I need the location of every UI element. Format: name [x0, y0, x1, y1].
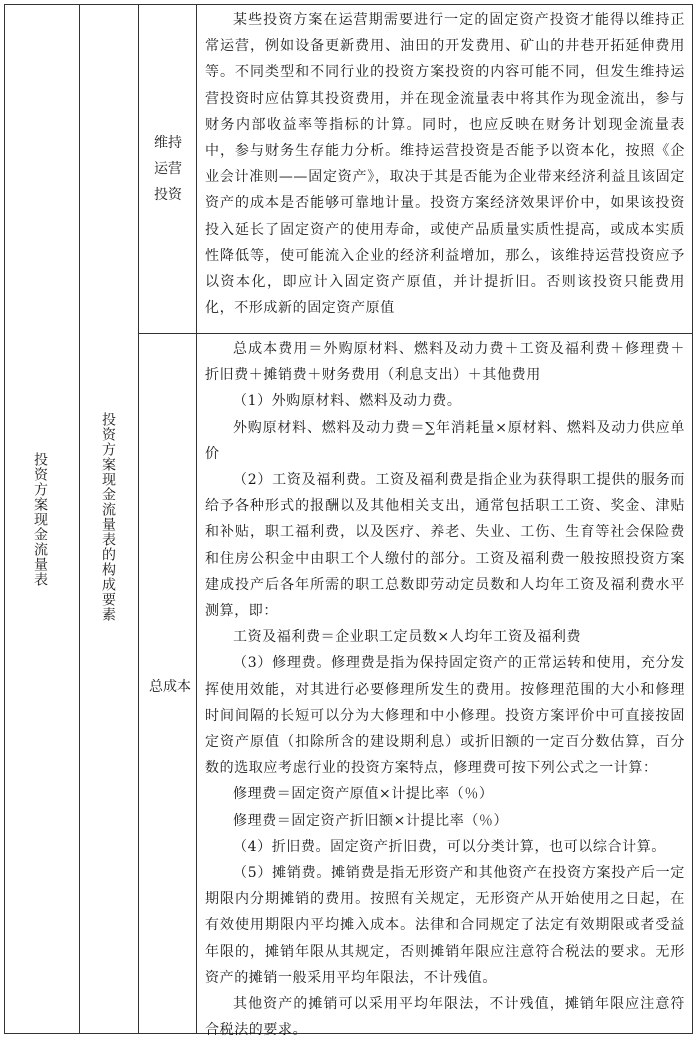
- total-cost-text: [205, 336, 685, 1043]
- paragraph: （5）摊销费。摊销费是指无形资产和其他资产在投资方案投产后一定期限内分期摊销的费用。按照有关规定，无形资产从开始使用之日起，在有效使用期限内平均摊入成本。法律和合同规定了法定有效期限或者受益年限的，摊销年限从其规定，否则摊销年限应注意符合税法的要求。无形资产的摊销一般采用平均年限法，不计残值。: [205, 865, 685, 986]
- paragraph: 工资及福利费＝企业职工定员数×人均年工资及福利费: [233, 629, 582, 646]
- subcategory-label: 投资方案现金流量表的构成要素: [100, 412, 116, 622]
- paragraph: 修理费＝固定资产折旧额×计提比率（％）: [233, 812, 509, 829]
- paragraph: 外购原材料、燃料及动力费＝∑年消耗量×原材料、燃料及动力供应单价: [205, 419, 685, 462]
- category-label: 投资方案现金流量表: [32, 452, 48, 587]
- row-divider: [138, 333, 693, 334]
- row-label-line: 投资: [154, 187, 182, 203]
- column-divider: [79, 4, 80, 1034]
- paragraph: （2）工资及福利费。工资及福利费是指企业为获得职工提供的服务而给予各种形式的报酬以及其他相关支出，通常包括职工工资、奖金、津贴和补贴，职工福利费，以及医疗、养老、失业、工伤、生育等社会保险费和住房公积金中由职工个人缴付的部分。工资及福利费一般按照投资方案建成投产后各年所需的职工总数即劳动定员数和人均年工资及福利费水平测算，即：: [205, 472, 685, 620]
- row-label-line: 维持: [154, 135, 182, 151]
- paragraph: （3）修理费。修理费是指为保持固定资产的正常运转和使用，充分发挥使用效能，对其进行必要修理所发生的费用。按修理范围的大小和修理时间间隔的长短可以分为大修理和中小修理。投资方案评价中可直接按固定资产原值（扣除所含的建设期利息）或折旧额的一定百分数估算，百分数的选取应考虑行业的投资方案特点，修理费可按下列公式之一计算：: [205, 655, 685, 777]
- paragraph: 其他资产的摊销可以采用平均年限法，不计残值，摊销年限应注意符合税法的要求。: [205, 996, 685, 1039]
- maintenance-investment-text: [205, 7, 685, 321]
- paragraph: 总成本费用＝外购原材料、燃料及动力费＋工资及福利费＋修理费＋折旧费＋摊销费＋财务费用（利息支出）＋其他费用: [205, 341, 685, 384]
- column-divider: [138, 4, 139, 1034]
- row-label-maintenance-investment: [145, 130, 191, 208]
- paragraph: （1）外购原材料、燃料及动力费。: [233, 393, 462, 410]
- paragraph: （4）折旧费。固定资产折旧费，可以分类计算，也可以综合计算。: [233, 838, 666, 855]
- paragraph: 修理费＝固定资产原值×计提比率（％）: [233, 786, 494, 803]
- row-label-line: 运营: [154, 161, 182, 177]
- column-divider: [196, 4, 197, 1034]
- row-label-total-cost: 总成本: [149, 679, 191, 695]
- paragraph: 某些投资方案在运营期需要进行一定的固定资产投资才能得以维持正常运营，例如设备更新费用、油田的开发费用、矿山的井巷开拓延伸费用等。不同类型和不同行业的投资方案投资的内容可能不同，但发生维持运营投资时应估算其投资费用，并在现金流量表中将其作为现金流出，参与财务内部收益率等指标的计算。同时，也应反映在财务计划现金流量表中，参与财务生存能力分析。维持运营投资是否能予以资本化，按照《企业会计准则——固定资产》，取决于其是否能为企业带来经济利益且该固定资产的成本是否能够可靠地计量。投资方案经济效果评价中，如果该投资投入延长了固定资产的使用寿命，或使产品质量实质性提高，或成本实质性降低等，使可能流入企业的经济利益增加，那么，该维持运营投资应予以资本化，即应计入固定资产原值，并计提折旧。否则该投资只能费用化，不形成新的固定资产原值: [205, 12, 685, 317]
